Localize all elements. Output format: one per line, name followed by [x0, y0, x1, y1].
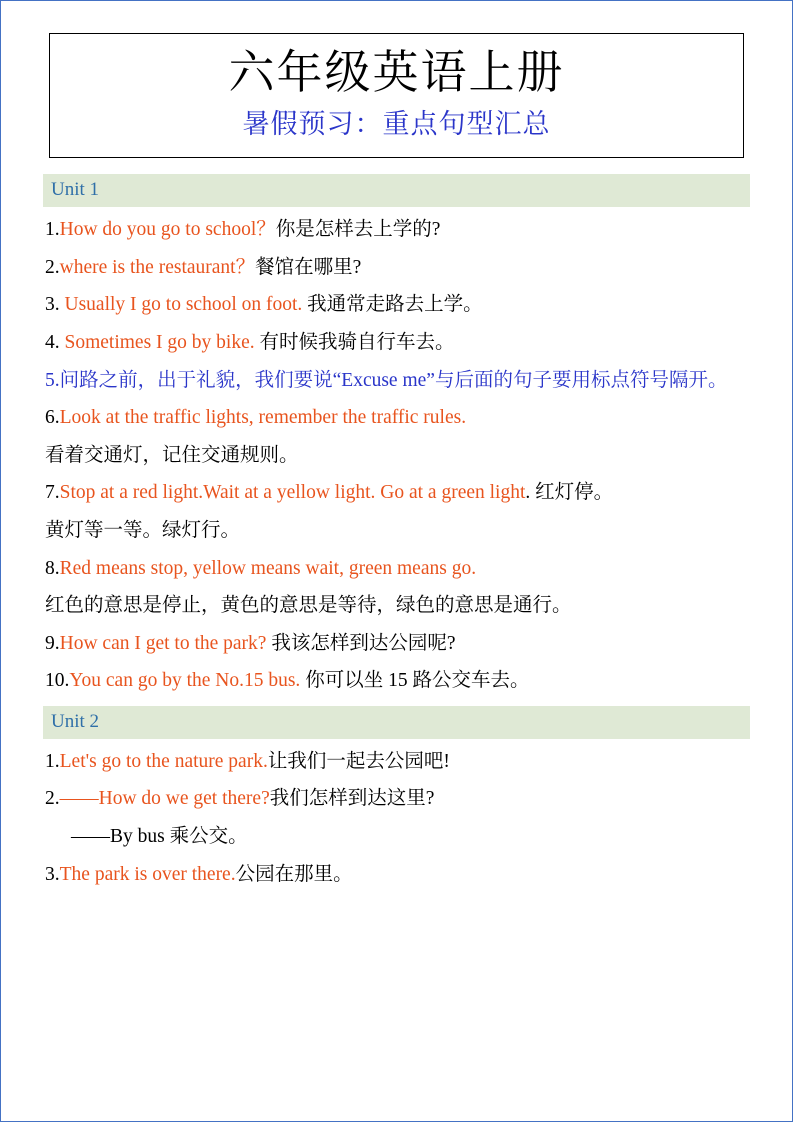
list-item — [43, 286, 750, 324]
section-header-unit-1: Unit 1 — [43, 174, 750, 207]
list-item — [43, 362, 750, 400]
item-number: 10. — [45, 670, 70, 692]
list-item — [43, 550, 750, 588]
item-english: where is the restaurant？ — [59, 256, 256, 278]
list-item — [43, 625, 750, 663]
item-chinese: . 红灯停。 — [525, 482, 614, 504]
item-note: 问路之前，出于礼貌，我们要说“Excuse me”与后面的句子要用标点符号隔开。 — [59, 369, 728, 391]
item-english: Look at the traffic lights, remember the traffic rules. — [59, 407, 467, 429]
item-chinese: 有时候我骑自行车去。 — [254, 332, 455, 354]
item-chinese: 让我们一起去公园吧! — [267, 750, 450, 772]
item-number: 5. — [45, 369, 60, 391]
item-chinese: 餐馆在哪里? — [255, 256, 362, 278]
item-chinese: 我该怎样到达公园呢? — [266, 632, 456, 654]
item-number: 2. — [45, 256, 60, 278]
section-header-unit-2: Unit 2 — [43, 706, 750, 739]
item-chinese: 我们怎样到达这里? — [269, 788, 435, 810]
item-english: Usually I go to school on foot. — [64, 294, 303, 316]
item-number: 1. — [45, 750, 60, 772]
list-item — [43, 856, 750, 894]
item-number: 1. — [45, 219, 60, 241]
list-item — [43, 743, 750, 781]
item-english: Sometimes I go by bike. — [64, 332, 255, 354]
translation-line — [43, 818, 750, 856]
item-number: 4. — [45, 332, 65, 354]
item-english: The park is over there. — [59, 863, 236, 885]
list-item — [43, 780, 750, 818]
item-chinese: 我通常走路去上学。 — [302, 294, 483, 316]
item-chinese: 你可以坐 15 路公交车去。 — [300, 670, 530, 692]
translation-line — [43, 587, 750, 625]
item-chinese: 你是怎样去上学的? — [275, 219, 441, 241]
item-english: You can go by the No.15 bus. — [69, 670, 301, 692]
title-box — [49, 33, 744, 158]
list-item — [43, 249, 750, 287]
item-english: Red means stop, yellow means wait, green means go. — [59, 557, 477, 579]
item-number: 3. — [45, 863, 60, 885]
item-number: 7. — [45, 482, 60, 504]
item-chinese: 公园在那里。 — [235, 863, 353, 885]
item-english: Stop at a red light.Wait at a yellow light. Go at a green light — [59, 482, 526, 504]
item-number: 6. — [45, 407, 60, 429]
item-english: Let's go to the nature park. — [59, 750, 268, 772]
list-item — [43, 399, 750, 437]
item-number: 2. — [45, 788, 60, 810]
item-chinese: 红色的意思是停止，黄色的意思是等待，绿色的意思是通行。 — [45, 595, 572, 617]
item-number: 8. — [45, 557, 60, 579]
translation-line — [43, 512, 750, 550]
list-item — [43, 324, 750, 362]
item-number: 9. — [45, 632, 60, 654]
list-item — [43, 211, 750, 249]
item-chinese: 黄灯等一等。绿灯行。 — [45, 519, 241, 541]
item-english: ——How do we get there? — [59, 788, 270, 810]
item-chinese: 看着交通灯，记住交通规则。 — [45, 444, 299, 466]
page-subtitle: 暑假预习：重点句型汇总 — [242, 108, 551, 139]
list-item — [43, 474, 750, 512]
page-title: 六年级英语上册 — [228, 47, 565, 98]
translation-line — [43, 437, 750, 475]
list-item — [43, 662, 750, 700]
item-chinese: ——By bus 乘公交。 — [71, 825, 248, 847]
item-number: 3. — [45, 294, 65, 316]
item-english: How do you go to school？ — [59, 219, 276, 241]
item-english: How can I get to the park? — [59, 632, 267, 654]
